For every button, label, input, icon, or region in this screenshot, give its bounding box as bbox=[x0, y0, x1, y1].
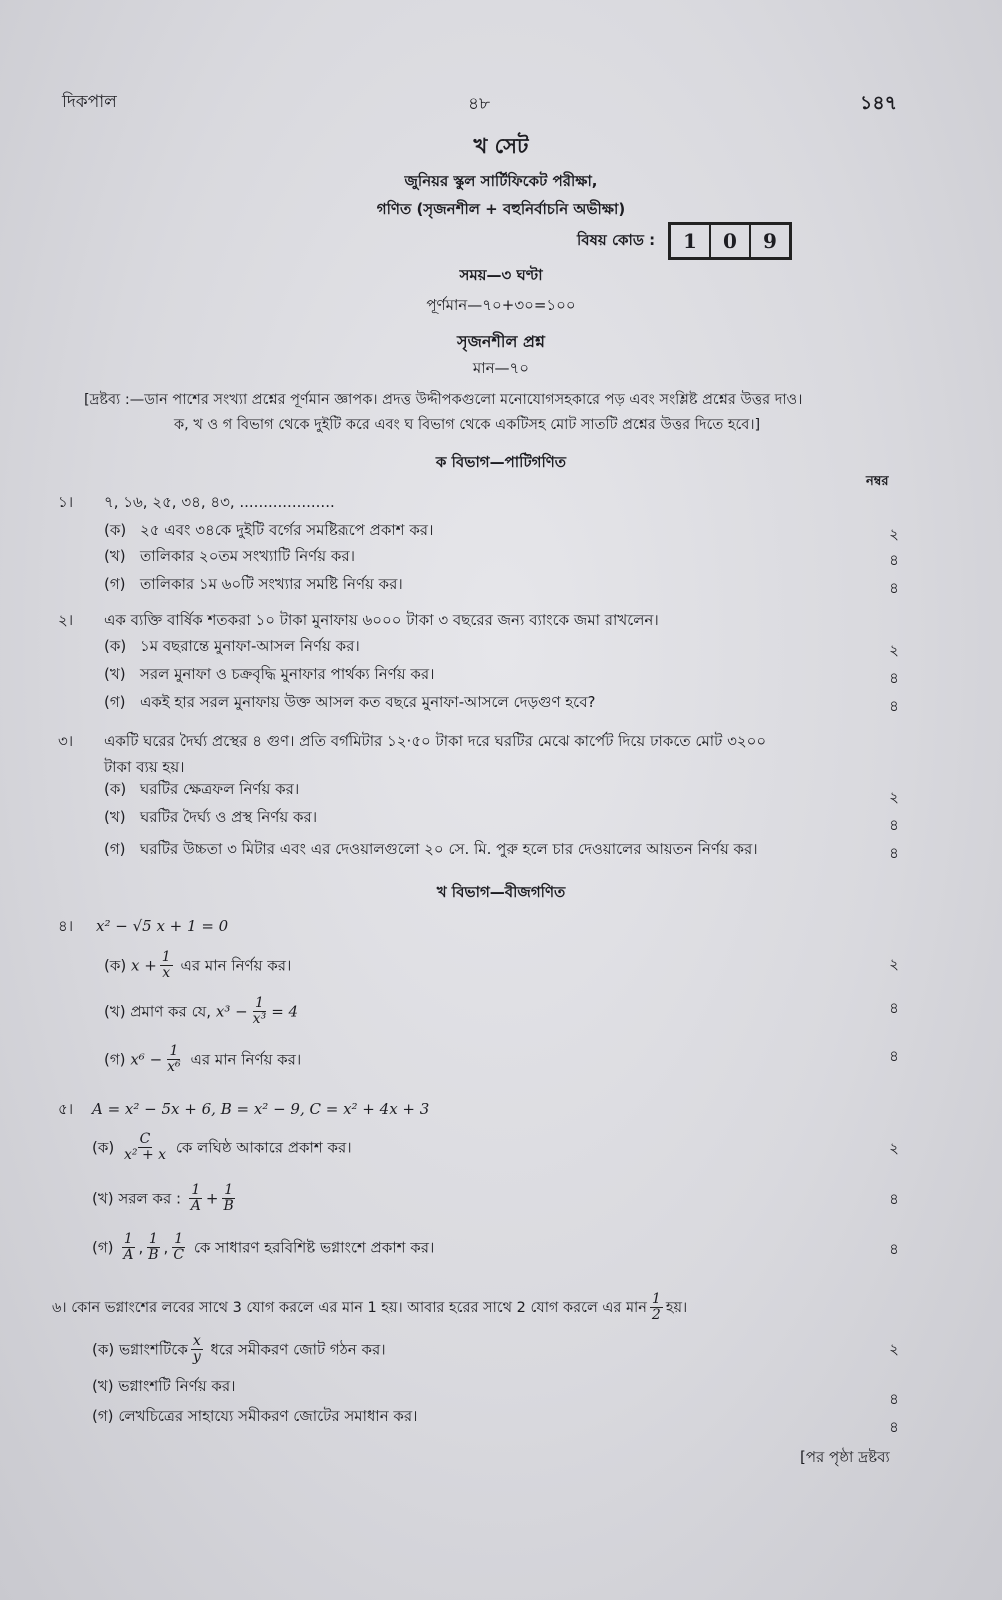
part-label: (ক) bbox=[104, 780, 127, 798]
question-number: ১৪৭ bbox=[860, 92, 898, 114]
q6a bbox=[92, 1334, 386, 1366]
numerator: 1 bbox=[651, 1291, 661, 1307]
part-text: এর মান নির্ণয় কর। bbox=[190, 1050, 302, 1069]
part-label: (গ) bbox=[104, 1050, 126, 1069]
part-marks: ৪ bbox=[889, 1047, 899, 1065]
part-text: তালিকার ২০তম সংখ্যাটি নির্ণয় কর। bbox=[140, 547, 355, 565]
question-stem: এক ব্যক্তি বার্ষিক শতকরা ১০ টাকা মুনাফায় ৬০০০ টাকা ৩ বছরের জন্য ব্যাংকে জমা রাখলেন। bbox=[104, 611, 659, 629]
part-marks: ৪ bbox=[889, 1190, 899, 1208]
fraction bbox=[189, 1183, 203, 1215]
subject-code-label: বিষয় কোড : bbox=[577, 231, 656, 249]
numerator: 1 bbox=[161, 949, 171, 965]
math-expression: x + bbox=[130, 956, 157, 975]
denominator: A bbox=[190, 1198, 201, 1215]
part-text: ভগ্নাংশটিকে bbox=[118, 1340, 188, 1359]
fraction bbox=[146, 1232, 160, 1264]
part-label: (খ) bbox=[92, 1377, 114, 1395]
page-number: ৪৮ bbox=[468, 94, 491, 114]
part-label: (খ) bbox=[104, 1002, 126, 1021]
part-marks: ৪ bbox=[889, 669, 899, 687]
part-text: ধরে সমীকরণ জোট গঠন কর। bbox=[210, 1340, 386, 1359]
denominator: x bbox=[162, 965, 171, 982]
part-text: ঘরটির উচ্চতা ৩ মিটার এবং এর দেওয়ালগুলো ২০ সে. মি. পুরু হলে চার দেওয়ালের আয়তন নির্ণয় কর। bbox=[140, 840, 758, 858]
section-a-title: ক বিভাগ—পাটিগণিত bbox=[435, 453, 567, 471]
part-label: (খ) bbox=[104, 808, 126, 826]
part-label: (গ) bbox=[104, 840, 126, 858]
part-marks: ২ bbox=[889, 788, 899, 806]
part-label: (ক) bbox=[92, 1138, 115, 1157]
section-heading: সৃজনশীল প্রশ্ন bbox=[457, 332, 545, 351]
fraction bbox=[650, 1292, 663, 1324]
plus-operator: + bbox=[205, 1189, 219, 1208]
numerator: 1 bbox=[169, 1043, 179, 1059]
part-text: প্রমাণ কর যে, bbox=[130, 1002, 212, 1021]
full-marks: পূর্ণমান—৭০+৩০=১০০ bbox=[426, 296, 576, 314]
part-label: (গ) bbox=[104, 693, 126, 711]
q5c: (গ) $\frac{1}{A}$ , $\frac{1}{B}$ , $\frac{1}{C}$ কে সাধারণ হরবিশিষ্ট ভগ্নাংশে প্রকাশ কর। bbox=[92, 1231, 435, 1264]
question-stem: একটি ঘরের দৈর্ঘ্য প্রস্থের ৪ গুণ। প্রতি বর্গমিটার ১২·৫০ টাকা দরে ঘরটির মেঝে কার্পেট দিয়ে ঢাকতে মোট ৩২০০ bbox=[104, 732, 767, 750]
part-label: (গ) bbox=[92, 1238, 114, 1257]
question-stem: ৭, ১৬, ২৫, ৩৪, ৪৩, .................... bbox=[104, 493, 335, 511]
question-number: ৪। bbox=[58, 917, 74, 935]
numerator: C bbox=[139, 1131, 151, 1147]
numerator: 1 bbox=[123, 1231, 133, 1247]
part-text: কে সাধারণ হরবিশিষ্ট ভগ্নাংশে প্রকাশ কর। bbox=[193, 1238, 435, 1257]
fraction bbox=[171, 1232, 186, 1264]
part-label: (খ) bbox=[104, 665, 126, 683]
part-text: ১ম বছরান্তে মুনাফা-আসল নির্ণয় কর। bbox=[140, 637, 360, 655]
part-marks: ৪ bbox=[889, 1390, 899, 1408]
part-label: (ক) bbox=[104, 521, 127, 539]
q6c bbox=[92, 1407, 418, 1425]
part-text: সরল মুনাফা ও চক্রবৃদ্ধি মুনাফার পার্থক্য নির্ণয় কর। bbox=[140, 665, 435, 683]
numerator: 1 bbox=[254, 995, 264, 1011]
denominator: y bbox=[192, 1349, 201, 1366]
section-b-title: খ বিভাগ—বীজগণিত bbox=[436, 883, 566, 901]
part-marks: ৪ bbox=[889, 844, 899, 862]
subject-title: গণিত (সৃজনশীল + বহুনির্বাচনি অভীক্ষা) bbox=[376, 200, 626, 218]
part-marks: ২ bbox=[889, 1340, 899, 1358]
part-label: (গ) bbox=[92, 1407, 114, 1425]
subject-code-box bbox=[668, 222, 792, 260]
fraction bbox=[191, 1334, 203, 1366]
part-text: ঘরটির ক্ষেত্রফল নির্ণয় কর। bbox=[140, 780, 300, 798]
part-text: সরল কর : bbox=[118, 1189, 182, 1208]
numerator: 1 bbox=[174, 1231, 184, 1247]
denominator: x² + x bbox=[123, 1147, 167, 1164]
exam-time: সময়—৩ ঘণ্টা bbox=[459, 266, 543, 284]
code-digit: 0 bbox=[711, 225, 751, 257]
marks-header: নম্বর bbox=[866, 474, 889, 489]
part-label: (খ) bbox=[104, 547, 126, 565]
part-text: তালিকার ১ম ৬০টি সংখ্যার সমষ্টি নির্ণয় কর। bbox=[140, 575, 403, 593]
q5b bbox=[92, 1183, 239, 1215]
question-number: ৬। bbox=[52, 1299, 67, 1316]
question-stem: কোন ভগ্নাংশের লবের সাথে 3 যোগ করলে এর মান 1 হয়। আবার হরের সাথে 2 যোগ করলে এর মান bbox=[71, 1299, 647, 1316]
denominator: C bbox=[173, 1247, 185, 1264]
book-name: দিকপাল bbox=[62, 92, 117, 112]
part-marks: ৪ bbox=[889, 816, 899, 834]
question-number: ১। bbox=[58, 493, 74, 511]
section-marks: মান—৭০ bbox=[472, 359, 530, 377]
denominator: 2 bbox=[651, 1307, 661, 1324]
fraction bbox=[160, 950, 173, 982]
part-marks: ৪ bbox=[889, 551, 899, 569]
q4a bbox=[104, 950, 291, 982]
code-digit: 1 bbox=[671, 225, 711, 257]
part-marks: ৪ bbox=[889, 579, 899, 597]
part-text: একই হার সরল মুনাফায় উক্ত আসল কত বছরে মুনাফা-আসলে দেড়গুণ হবে? bbox=[140, 693, 596, 711]
part-marks: ২ bbox=[889, 1139, 899, 1157]
question-stem-end: হয়। bbox=[665, 1299, 688, 1316]
fraction bbox=[121, 1232, 135, 1264]
part-text: ২৫ এবং ৩৪কে দুইটি বর্গের সমষ্টিরূপে প্রকাশ কর। bbox=[140, 521, 434, 539]
denominator: B bbox=[223, 1198, 234, 1215]
math-expression: = 4 bbox=[271, 1002, 299, 1021]
denominator: x³ bbox=[252, 1011, 267, 1028]
fraction bbox=[165, 1044, 183, 1076]
question-stem-continued: টাকা ব্যয় হয়। bbox=[104, 758, 185, 776]
part-text: এর মান নির্ণয় কর। bbox=[180, 956, 292, 975]
instructions-line-2: ক, খ ও গ বিভাগ থেকে দুইটি করে এবং ঘ বিভাগ থেকে একটিসহ মোট সাতটি প্রশ্নের উত্তর দিতে হবে।] bbox=[174, 417, 761, 433]
fraction bbox=[122, 1132, 168, 1164]
q5a bbox=[92, 1132, 352, 1164]
part-text: কে লঘিষ্ঠ আকারে প্রকাশ কর। bbox=[175, 1138, 352, 1157]
question-number: ২। bbox=[58, 611, 74, 629]
part-label: (ক) bbox=[104, 637, 127, 655]
q4b bbox=[104, 996, 298, 1028]
numerator: x bbox=[192, 1333, 201, 1349]
exam-title: জুনিয়র স্কুল সার্টিফিকেট পরীক্ষা, bbox=[404, 172, 598, 190]
part-marks: ২ bbox=[889, 641, 899, 659]
part-marks: ৪ bbox=[889, 999, 899, 1017]
instructions-line-1: [দ্রষ্টব্য :—ডান পাশের সংখ্যা প্রশ্নের পূর্ণমান জ্ঞাপক। প্রদত্ত উদ্দীপকগুলো মনোযোগসহকারে পড় এবং সংশ্লিষ্ট প্রশ্নের উত্তর দাও। bbox=[84, 392, 803, 408]
part-label: (খ) bbox=[92, 1189, 114, 1208]
part-marks: ৪ bbox=[889, 697, 899, 715]
part-text: লেখচিত্রের সাহায্যে সমীকরণ জোটের সমাধান কর। bbox=[118, 1407, 418, 1425]
next-page-note: [পর পৃষ্ঠা দ্রষ্টব্য bbox=[800, 1448, 890, 1466]
fraction bbox=[251, 996, 269, 1028]
set-title: খ সেট bbox=[473, 134, 529, 158]
part-label: (ক) bbox=[92, 1340, 115, 1359]
math-expression: x³ − bbox=[215, 1002, 248, 1021]
question-number: ৫। bbox=[58, 1100, 74, 1118]
part-text: ভগ্নাংশটি নির্ণয় কর। bbox=[118, 1377, 236, 1395]
q6b bbox=[92, 1377, 235, 1395]
part-marks: ২ bbox=[889, 955, 899, 973]
question-number: ৩। bbox=[58, 732, 74, 750]
part-label: (ক) bbox=[104, 956, 127, 975]
part-marks: ৪ bbox=[889, 1240, 899, 1258]
part-marks: ৪ bbox=[889, 1418, 899, 1436]
denominator: B bbox=[148, 1247, 159, 1264]
part-text: ঘরটির দৈর্ঘ্য ও প্রস্থ নির্ণয় কর। bbox=[140, 808, 318, 826]
equation: A = x² − 5x + 6, B = x² − 9, C = x² + 4x + 3 bbox=[92, 1100, 430, 1118]
equation: x² − √5 x + 1 = 0 bbox=[96, 917, 229, 935]
numerator: 1 bbox=[148, 1231, 158, 1247]
part-marks: ২ bbox=[889, 525, 899, 543]
part-label: (গ) bbox=[104, 575, 126, 593]
q4c bbox=[104, 1044, 301, 1076]
denominator: x⁶ bbox=[167, 1059, 181, 1076]
q6-stem-line bbox=[52, 1292, 687, 1324]
numerator: 1 bbox=[191, 1182, 201, 1198]
denominator: A bbox=[123, 1247, 134, 1264]
fraction bbox=[222, 1183, 236, 1215]
code-digit: 9 bbox=[763, 229, 777, 253]
numerator: 1 bbox=[224, 1182, 234, 1198]
math-expression: x⁶ − bbox=[130, 1050, 163, 1069]
